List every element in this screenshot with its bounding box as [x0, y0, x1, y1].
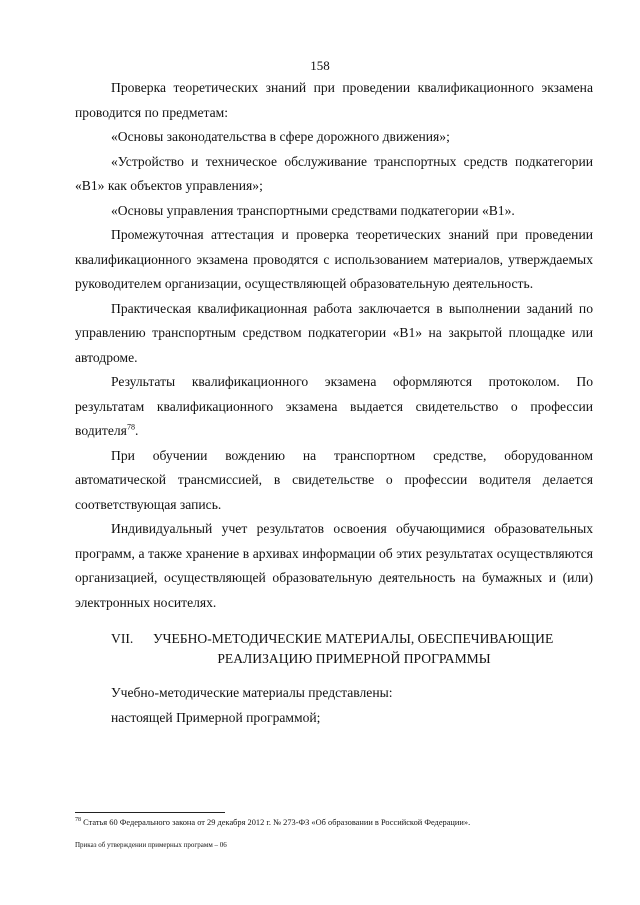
paragraph-text: Результаты квалификационного экзамена оформляются протоколом. По результатам квалификационного экзамена выдается свидетельство о профессии водителя [75, 374, 593, 438]
paragraph: Практическая квалификационная работа заключается в выполнении заданий по управлению транспортным средством подкатегории «В1» на закрытой площадке или автодроме. [75, 300, 593, 365]
footnote-reference: 78 [126, 422, 135, 432]
paragraph: Проверка теоретических знаний при проведении квалификационного экзамена проводится по предметам: [75, 80, 593, 120]
section-heading [75, 629, 593, 669]
paragraph: «Устройство и техническое обслуживание транспортных средств подкатегории «В1» как объектов управления»; [75, 153, 593, 193]
paragraph: Учебно-методические материалы представлены: [111, 685, 393, 700]
footnote-divider [75, 812, 225, 813]
footnote [75, 817, 595, 828]
section-title-line2: РЕАЛИЗАЦИЮ ПРИМЕРНОЙ ПРОГРАММЫ [217, 651, 491, 666]
paragraph: «Основы законодательства в сфере дорожного движения»; [111, 129, 450, 144]
section-number: VII. [111, 631, 134, 646]
footer-note: Приказ об утверждении примерных программ – 06 [75, 841, 227, 849]
document-body [75, 76, 593, 730]
paragraph: Индивидуальный учет результатов освоения обучающимися образовательных программ, а также хранение в архивах информации об этих результатах осуществляются организацией, осуществляющей образовательную деятельность на бумажных и (или) электронных носителях. [75, 521, 593, 610]
footnote-marker: 78 [75, 817, 81, 824]
paragraph: «Основы управления транспортными средствами подкатегории «В1». [111, 202, 515, 218]
paragraph-with-footnote: Результаты квалификационного экзамена оформляются протоколом. По результатам квалификационного экзамена выдается свидетельство о профессии водителя$^{78}$. [75, 374, 593, 438]
paragraph: При обучении вождению на транспортном средстве, оборудованном автоматической трансмиссией, в свидетельстве о профессии водителя делается соответствующая запись. [75, 447, 593, 512]
section-title-line1: УЧЕБНО-МЕТОДИЧЕСКИЕ МАТЕРИАЛЫ, ОБЕСПЕЧИВАЮЩИЕ [153, 631, 554, 646]
page-number: 158 [310, 58, 330, 73]
paragraph: Промежуточная аттестация и проверка теоретических знаний при проведении квалификационного экзамена проводятся с использованием материалов, утверждаемых руководителем организации, осуществляющей образовательную деятельность. [75, 227, 593, 291]
section-heading-row [75, 629, 593, 649]
paragraph: настоящей Примерной программой; [111, 709, 321, 725]
footnote-text: Статья 60 Федерального закона от 29 декабря 2012 г. № 273-ФЗ «Об образовании в Российской Федерации». [83, 818, 471, 827]
